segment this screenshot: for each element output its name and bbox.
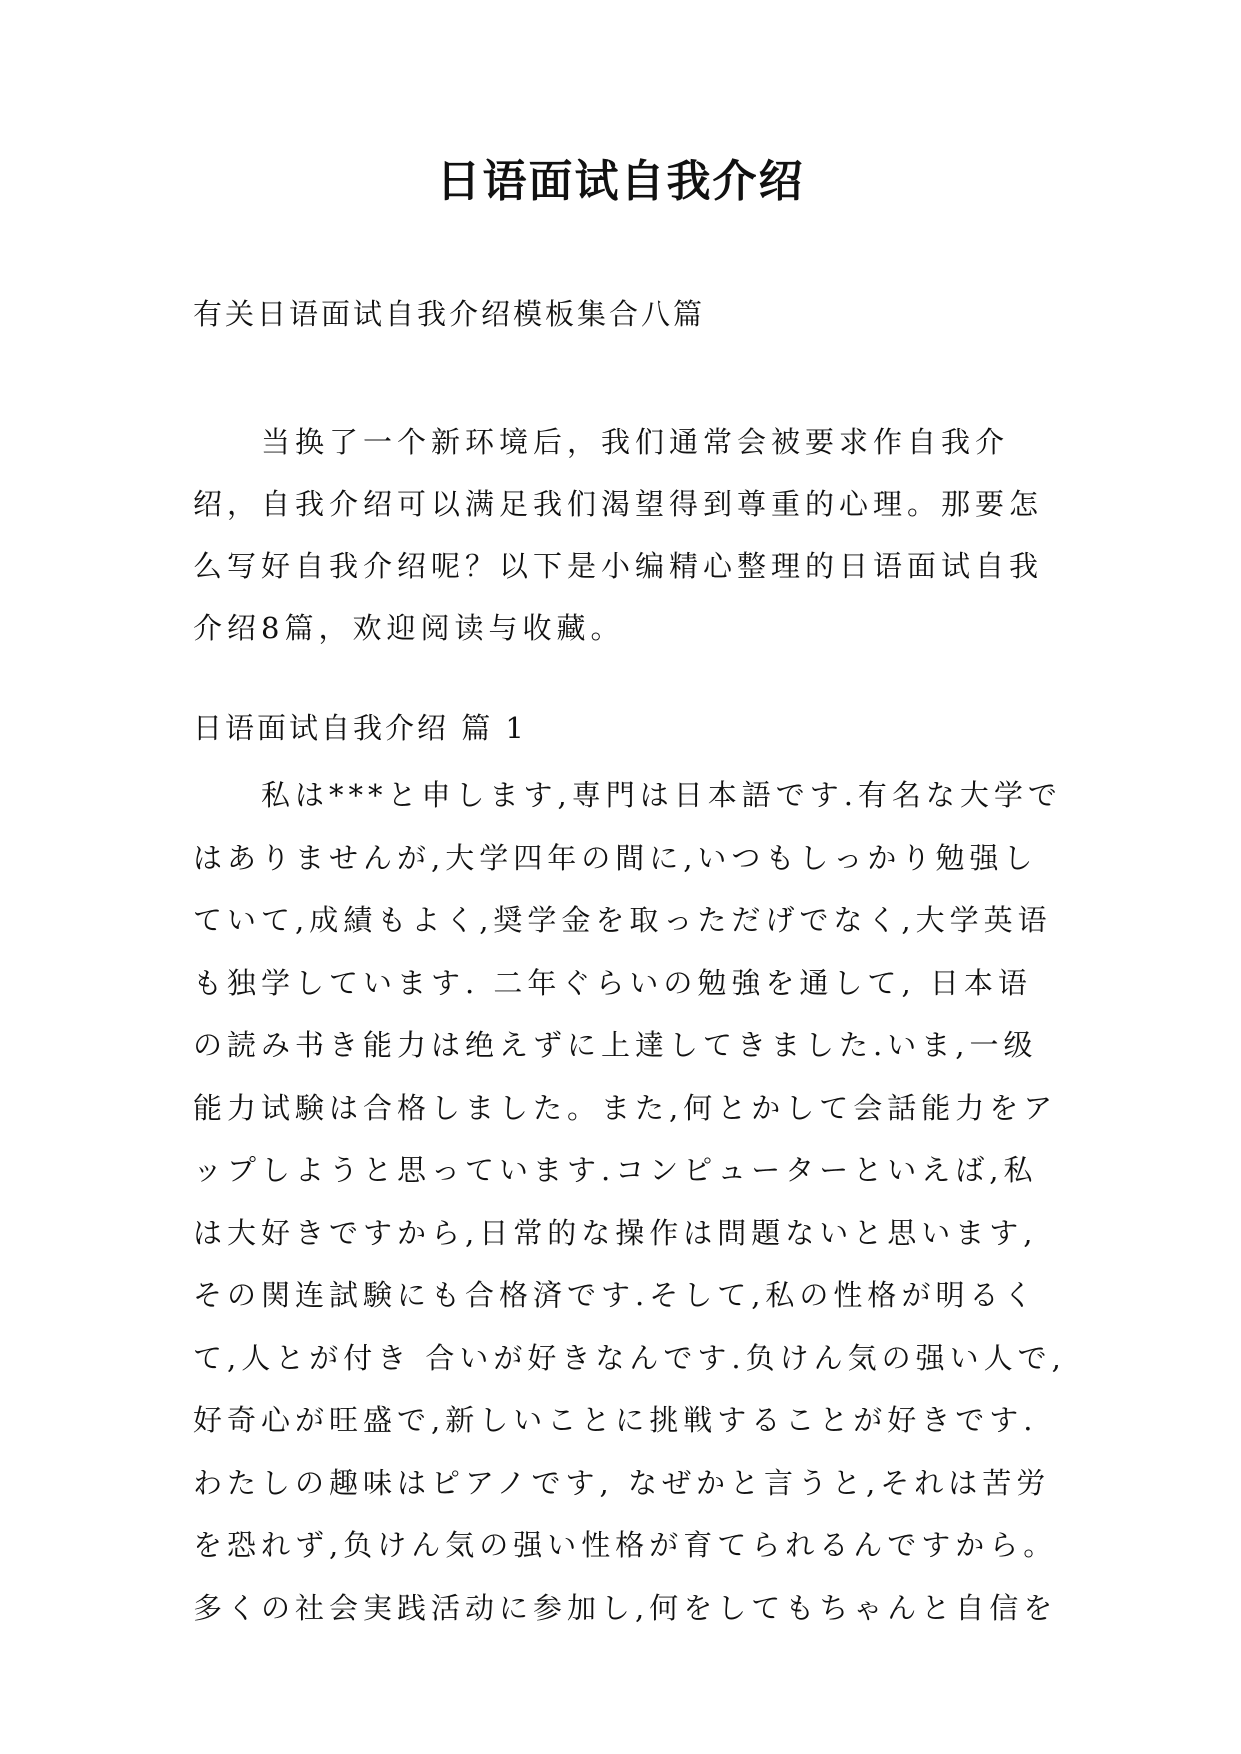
body-line: 好奇心が旺盛で,新しいことに挑戦することが好きです. bbox=[193, 1403, 1038, 1437]
intro-paragraph: 当换了一个新环境后，我们通常会被要求作自我介绍，自我介绍可以满足我们渴望得到尊重的心理。那要怎么写好自我介绍呢？以下是小编精心整理的日语面试自我介绍8篇，欢迎阅读与收藏。 bbox=[193, 425, 1044, 645]
body-line: の読み书き能力は绝えずに上達してきました.いま,一级 bbox=[193, 1028, 1038, 1062]
body-line: はありませんが,大学四年の間に,いつもしっかり勉强し bbox=[193, 840, 1038, 875]
body-line: 多くの社会実践活动に参加し,何をしてもちゃんと自信を bbox=[193, 1590, 1058, 1625]
body-line: 私は***と申します,専門は日本語です.有名な大学で bbox=[261, 778, 1062, 812]
section-heading: 日语面试自我介绍 篇 1 bbox=[193, 711, 527, 745]
document-title: 日语面试自我介绍 bbox=[436, 156, 805, 207]
body-line: は大好きですから,日常的な操作は問題ないと思います, bbox=[193, 1215, 1038, 1250]
document-subtitle: 有关日语面试自我介绍模板集合八篇 bbox=[193, 297, 706, 331]
body-line: も独学しています. 二年ぐらいの勉強を通して, 日本语 bbox=[193, 965, 1032, 1000]
body-line: ていて,成績もよく,奨学金を取っただげでなく,大学英语 bbox=[193, 903, 1052, 937]
section-body bbox=[193, 764, 1066, 1639]
body-line: を恐れず,负けん気の强い性格が育てられるんですから。 bbox=[193, 1528, 1058, 1562]
body-line: ップしようと思っています.コンピューターといえば,私 bbox=[193, 1153, 1038, 1187]
body-line: わたしの趣味はピアノです, なぜかと言うと,それは苦労 bbox=[193, 1465, 1051, 1500]
body-line: て,人とが付き 合いが好きなんです.负けん気の强い人で, bbox=[193, 1340, 1066, 1375]
body-line: 能力试験は合格しました。また,何とかして会話能力をア bbox=[193, 1090, 1058, 1125]
body-line: その関连試験にも合格済です.そして,私の性格が明るく bbox=[193, 1278, 1038, 1312]
